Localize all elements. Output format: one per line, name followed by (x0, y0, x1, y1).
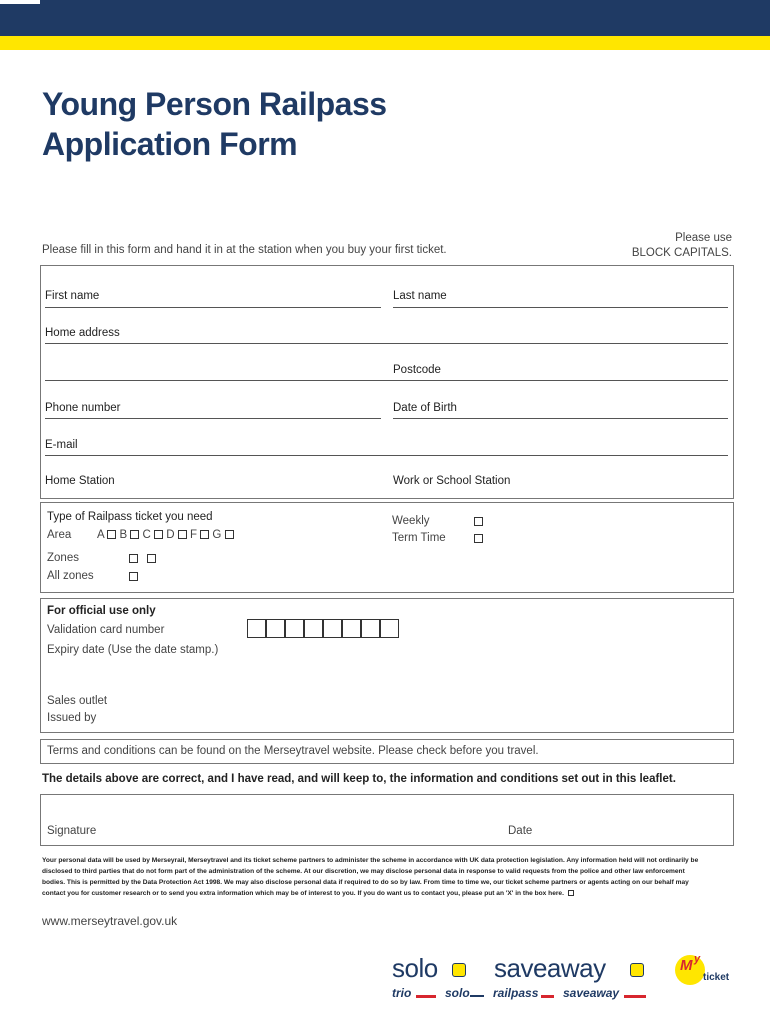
validation-digit-cell[interactable] (266, 619, 285, 638)
solo-logo (392, 953, 438, 983)
ticket-type-box (40, 502, 734, 593)
date-of-birth-label: Date of Birth (393, 402, 457, 414)
validation-digit-cell[interactable] (247, 619, 266, 638)
zones-checkboxes (129, 550, 156, 568)
area-d-checkbox[interactable] (178, 530, 187, 539)
date-of-birth-field[interactable] (393, 418, 728, 419)
phone-number-field[interactable] (45, 418, 381, 419)
first-name-field[interactable] (45, 307, 381, 308)
signature-label: Signature (47, 825, 97, 837)
page-title (42, 84, 387, 164)
title-line-1: Young Person Railpass (42, 86, 387, 122)
trio-logo: trio (392, 986, 412, 1000)
zones-checkbox-2[interactable] (147, 554, 156, 563)
validation-digit-cell[interactable] (380, 619, 399, 638)
block-capitals-note (632, 231, 732, 261)
official-use-box (40, 598, 734, 733)
date-label: Date (508, 825, 533, 837)
terms-box (40, 739, 734, 764)
last-name-label: Last name (393, 290, 447, 302)
saveaway-small-underline (624, 995, 646, 998)
email-label: E-mail (45, 439, 78, 451)
home-station-label: Home Station (45, 475, 115, 487)
myticket-m: M (680, 957, 693, 974)
area-option-f: F (189, 529, 197, 541)
trio-underline (416, 995, 436, 998)
block-capitals-text: BLOCK CAPITALS. (631, 247, 732, 259)
all-zones-label: All zones (47, 570, 94, 582)
issued-by-label: Issued by (47, 712, 97, 724)
contact-opt-in-checkbox[interactable] (568, 890, 574, 896)
saveaway-logo-text: saveaway (494, 953, 606, 983)
term-time-checkbox[interactable] (474, 534, 483, 543)
zones-checkbox-1[interactable] (129, 554, 138, 563)
area-option-c: C (142, 529, 151, 541)
validation-card-number-field[interactable] (247, 619, 400, 638)
validation-digit-cell[interactable] (361, 619, 380, 638)
saveaway-logo (494, 953, 606, 983)
website-link[interactable]: www.merseytravel.gov.uk (42, 914, 178, 928)
weekly-label: Weekly (392, 515, 430, 527)
area-options (97, 529, 234, 541)
area-option-d: D (166, 529, 175, 541)
signature-box[interactable] (40, 794, 734, 846)
home-address-field-2[interactable] (45, 380, 728, 381)
fill-in-instruction: Please fill in this form and hand it in at the station when you buy your first ticket. (42, 244, 447, 256)
area-b-checkbox[interactable] (130, 530, 139, 539)
all-zones-checkbox[interactable] (129, 572, 138, 581)
area-a-checkbox[interactable] (107, 530, 116, 539)
solo-logo-text: solo (392, 953, 438, 983)
area-c-checkbox[interactable] (154, 530, 163, 539)
validation-digit-cell[interactable] (342, 619, 361, 638)
title-line-2: Application Form (42, 126, 298, 162)
phone-number-label: Phone number (45, 402, 121, 414)
please-use-text: Please use (675, 232, 732, 244)
area-g-checkbox[interactable] (225, 530, 234, 539)
header-tab (0, 0, 40, 4)
saveaway-small-logo: saveaway (563, 986, 620, 1000)
validation-card-label: Validation card number (47, 624, 165, 636)
railpass-logo: railpass (493, 986, 539, 1000)
area-option-g: G (212, 529, 222, 541)
personal-details-box (40, 265, 734, 499)
solo-small-logo: solo (445, 986, 470, 1000)
email-field[interactable] (45, 455, 728, 456)
solo-small-underline (470, 995, 484, 997)
validation-digit-cell[interactable] (285, 619, 304, 638)
area-option-a: A (97, 529, 105, 541)
privacy-notice (42, 855, 707, 899)
home-address-label: Home address (45, 327, 120, 339)
zones-label: Zones (47, 552, 79, 564)
solo-ticket-icon (452, 963, 466, 977)
all-zones-checkbox-wrap (129, 568, 138, 586)
validation-digit-cell[interactable] (323, 619, 342, 638)
myticket-y: y (694, 953, 701, 965)
work-school-station-label: Work or School Station (393, 475, 511, 487)
weekly-checkbox[interactable] (474, 517, 483, 526)
last-name-field[interactable] (393, 307, 728, 308)
ticket-type-heading: Type of Railpass ticket you need (47, 511, 213, 523)
area-f-checkbox[interactable] (200, 530, 209, 539)
expiry-date-label: Expiry date (Use the date stamp.) (47, 644, 219, 656)
validation-digit-cell[interactable] (304, 619, 323, 638)
sales-outlet-label: Sales outlet (47, 695, 108, 707)
home-address-field-1[interactable] (45, 343, 728, 344)
area-label: Area (47, 529, 72, 541)
saveaway-ticket-icon (630, 963, 644, 977)
area-option-b: B (119, 529, 128, 541)
official-use-heading: For official use only (47, 605, 156, 617)
railpass-underline (541, 995, 554, 998)
privacy-text: Your personal data will be used by Merseyrail, Merseytravel and its ticket scheme partners to administer the scheme in accordance with UK data protection legislation. Any information held will not ordinarily be disclosed to third parties that do not form part of the administration of the scheme. At our discretion, we may disclose personal data in response to valid requests from the police and other law enforcement bodies. This is permitted by the Data Protection Act 1998. We may also disclose personal data if required to do so by law. From time to time we, our ticket scheme partners or agents acting on our behalf may contact you for customer research or to send you extra information which may be of interest to you. If you do want us to contact you, please put an 'X' in the box here. (42, 857, 699, 897)
postcode-label: Postcode (393, 364, 441, 376)
declaration-text: The details above are correct, and I have read, and will keep to, the information and conditions set out in this leaflet. (42, 773, 676, 785)
myticket-text: ticket (703, 972, 730, 983)
terms-text: Terms and conditions can be found on the Merseytravel website. Please check before you travel. (47, 745, 539, 757)
term-time-label: Term Time (392, 532, 446, 544)
header-navy-band (0, 0, 770, 36)
header-yellow-band (0, 36, 770, 50)
first-name-label: First name (45, 290, 100, 302)
